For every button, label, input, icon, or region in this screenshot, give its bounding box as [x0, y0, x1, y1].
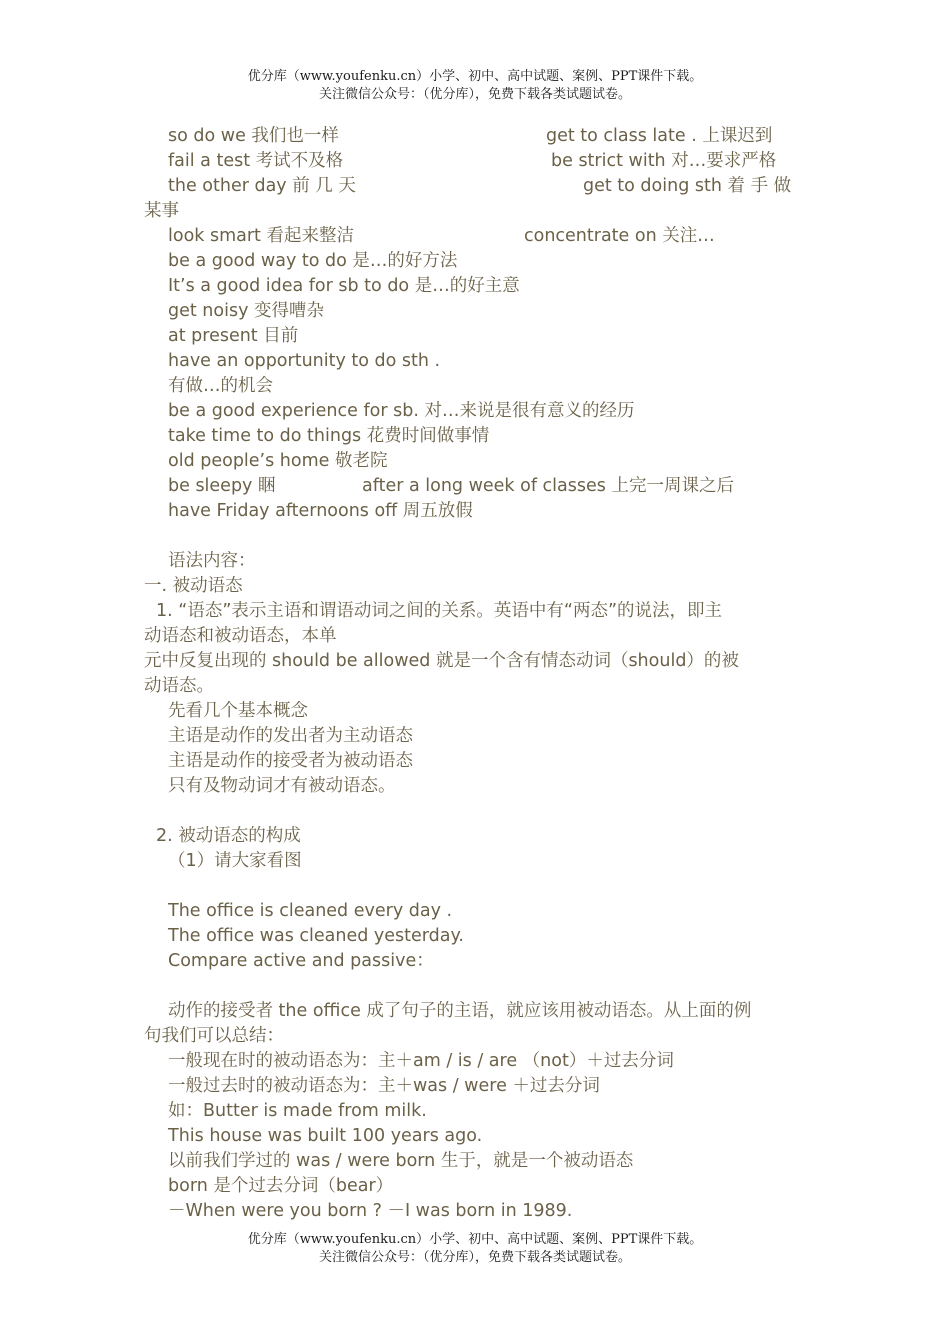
phrase-1-right: get to class late . 上课迟到 — [546, 126, 773, 146]
header-line-2: 关注微信公众号：（优分库），免费下载各类试题试卷。 — [318, 87, 631, 102]
example-6: －When were you born ? －I was born in 1989. — [168, 1201, 573, 1221]
phrase-15: have Friday afternoons off 周五放假 — [168, 501, 473, 521]
grammar-item-1-line-b: 动语态和被动语态，本单 — [144, 626, 337, 646]
phrase-8: at present 目前 — [168, 326, 299, 346]
footer-line-2: 关注微信公众号：（优分库），免费下载各类试题试卷。 — [318, 1250, 631, 1265]
rule-1: 一般现在时的被动语态为：主＋am / is / are （not）＋过去分词 — [168, 1051, 674, 1071]
concept-2: 主语是动作的接受者为被动语态 — [168, 751, 413, 771]
footer-line-1: 优分库（www.youfenku.cn）小学、初中、高中试题、案例、PPT课件下载。 — [247, 1232, 703, 1247]
phrase-14-right: after a long week of classes 上完一周课之后 — [362, 476, 734, 496]
phrase-13: old people’s home 敬老院 — [168, 451, 388, 471]
grammar-item-1-line-a: 1. “语态”表示主语和谓语动词之间的关系。英语中有“两态”的说法，即主 — [156, 601, 723, 621]
example-3: Compare active and passive： — [168, 951, 434, 971]
phrase-2-right: be strict with 对…要求严格 — [551, 151, 777, 171]
phrase-5: be a good way to do 是…的好方法 — [168, 251, 458, 271]
phrase-10: 有做…的机会 — [168, 376, 273, 396]
grammar-item-1-line-d: 动语态。 — [144, 676, 214, 696]
example-2: The office was cleaned yesterday. — [168, 926, 464, 946]
summary-line-a: 动作的接受者 the office 成了句子的主语，就应该用被动语态。从上面的例 — [168, 1001, 752, 1021]
example-5: This house was built 100 years ago. — [168, 1126, 483, 1146]
phrase-9: have an opportunity to do sth . — [168, 351, 441, 371]
rule-2: 一般过去时的被动语态为：主＋was / were ＋过去分词 — [168, 1076, 600, 1096]
concept-3: 只有及物动词才有被动语态。 — [168, 776, 396, 796]
phrase-14-left: be sleepy 睏 — [168, 476, 276, 496]
grammar-item-2: 2. 被动语态的构成 — [156, 826, 301, 846]
phrase-7: get noisy 变得嘈杂 — [168, 301, 324, 321]
concept-1: 主语是动作的发出者为主动语态 — [168, 726, 413, 746]
example-1: The office is cleaned every day . — [168, 901, 453, 921]
phrase-1-left: so do we 我们也一样 — [168, 126, 339, 146]
phrase-4-right: concentrate on 关注… — [524, 226, 715, 246]
grammar-item-2-sub: （1）请大家看图 — [168, 851, 302, 871]
phrase-6: It’s a good idea for sb to do 是…的好主意 — [168, 276, 520, 296]
phrase-12: take time to do things 花费时间做事情 — [168, 426, 490, 446]
header-line-1: 优分库（www.youfenku.cn）小学、初中、高中试题、案例、PPT课件下载。 — [247, 69, 703, 84]
grammar-section-1: 一. 被动语态 — [144, 576, 243, 596]
example-4: 如：Butter is made from milk. — [168, 1101, 427, 1121]
note-1: 以前我们学过的 was / were born 生于，就是一个被动语态 — [168, 1151, 634, 1171]
summary-line-b: 句我们可以总结： — [144, 1026, 284, 1046]
concept-intro: 先看几个基本概念 — [168, 701, 308, 721]
phrase-2-left: fail a test 考试不及格 — [168, 151, 344, 171]
page-footer — [0, 1231, 950, 1267]
phrase-4-left: look smart 看起来整洁 — [168, 226, 354, 246]
phrase-11: be a good experience for sb. 对…来说是很有意义的经历 — [168, 401, 635, 421]
phrase-3-right: get to doing sth 着 手 做 — [583, 176, 792, 196]
note-2: born 是个过去分词（bear） — [168, 1176, 394, 1196]
phrase-3-left: the other day 前 几 天 — [168, 176, 356, 196]
grammar-item-1-line-c: 元中反复出现的 should be allowed 就是一个含有情态动词（should）的被 — [144, 651, 739, 671]
page-header — [0, 68, 950, 104]
phrase-3-continued: 某事 — [144, 201, 179, 221]
grammar-title: 语法内容： — [168, 551, 256, 571]
